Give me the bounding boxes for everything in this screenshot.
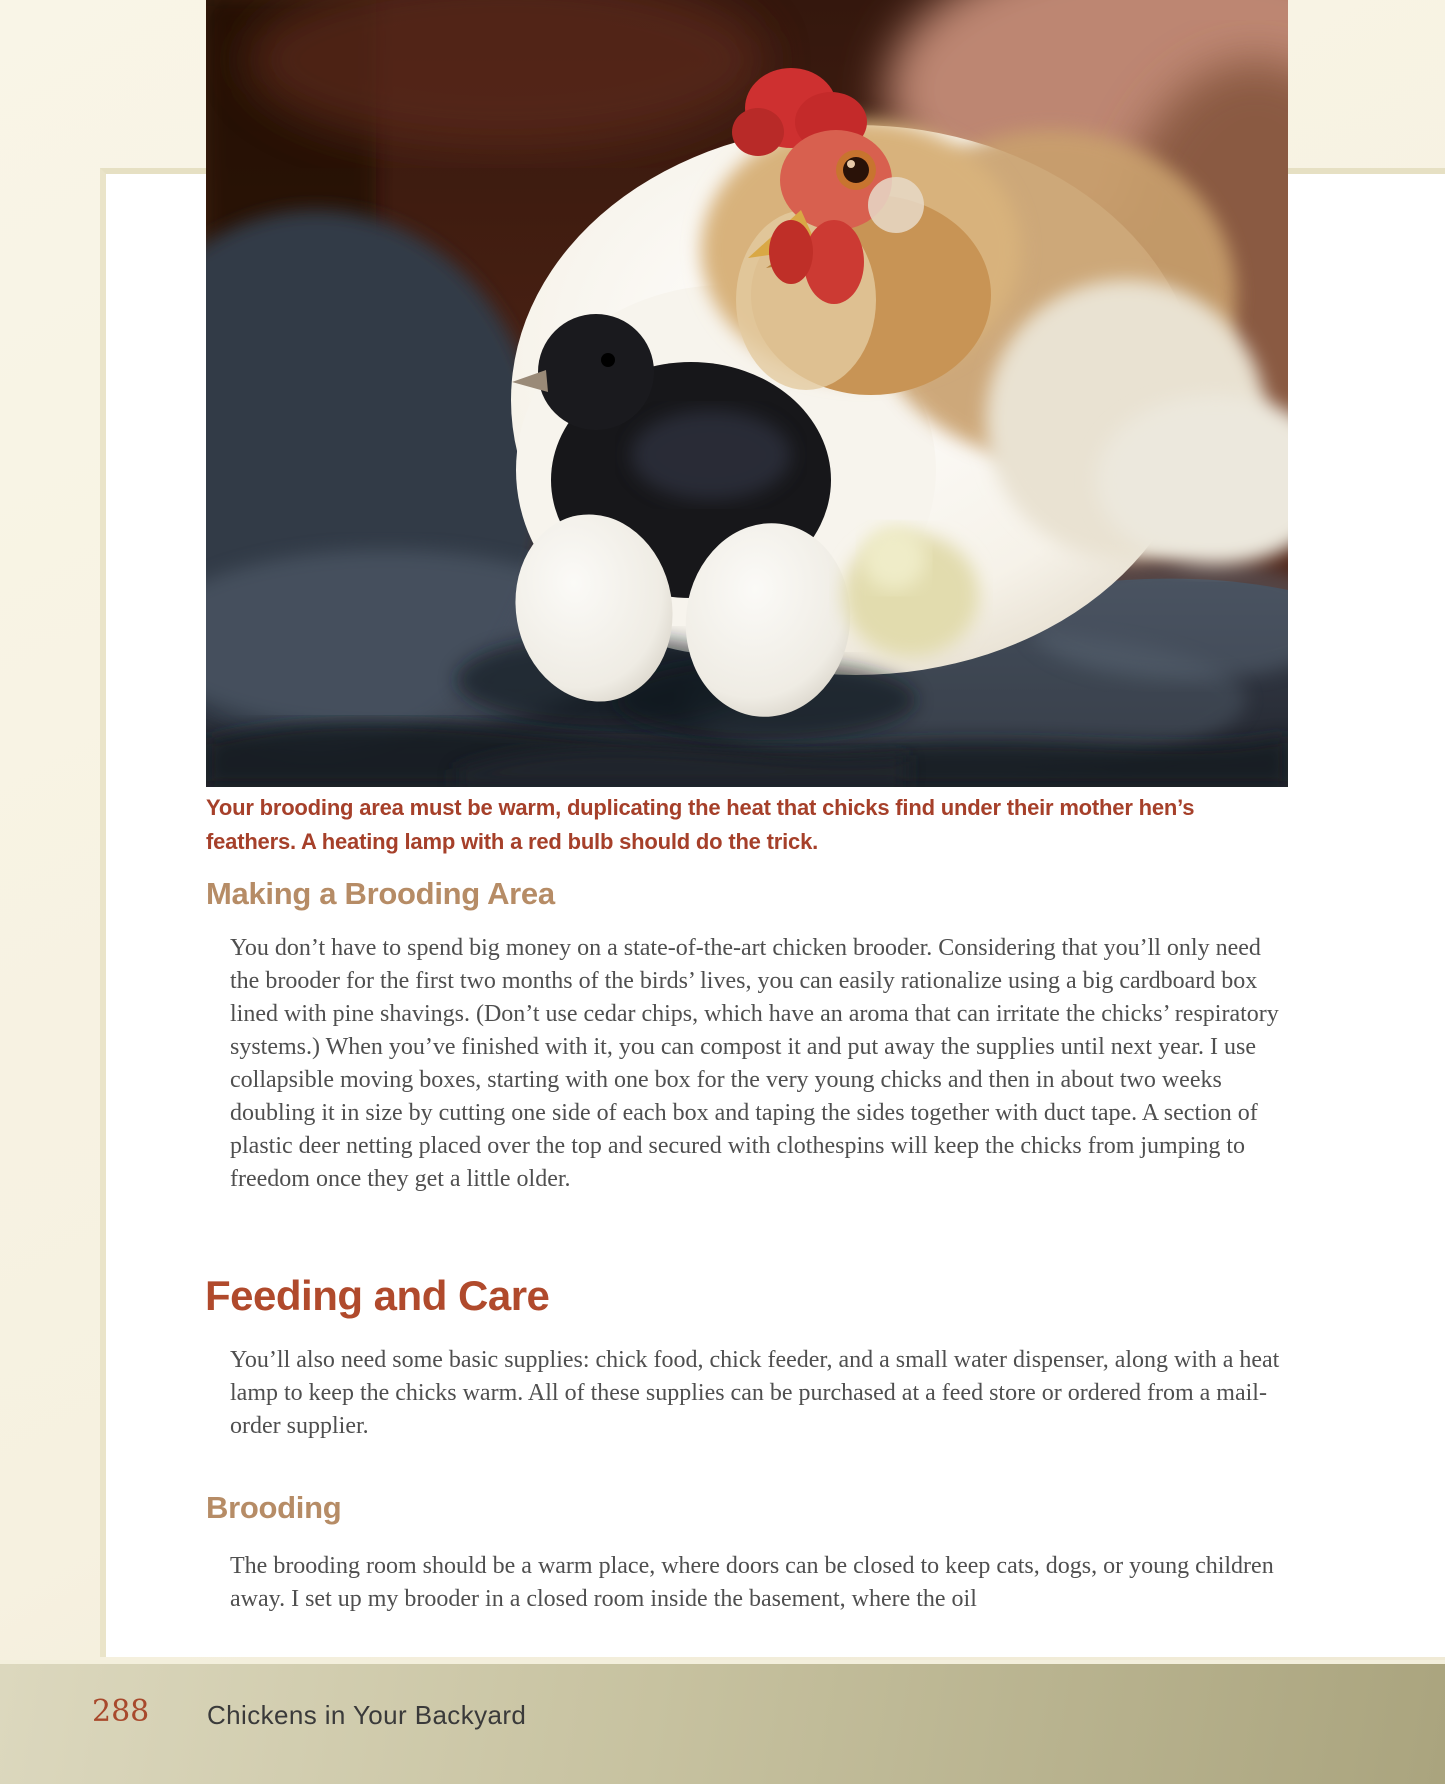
paragraph-brooding-area: You don’t have to spend big money on a state-of-the-art chicken brooder. Considering that you’ll only need the brooder for the first two months of the birds’ lives, you can easily rationalize using a big cardboard box lined with pine shavings. (Don’t use cedar chips, which have an aroma that can irritate the chicks’ respiratory systems.) When you’ve finished with it, you can compost it and put away the supplies until next year. I use collapsible moving boxes, starting with one box for the very young chicks and then in about two weeks doubling it in size by cutting one side of each box and taping the sides together with duct tape. A section of plastic deer netting placed over the top and secured with clothespins will keep the chicks from jumping to freedom once they get a little older. — [230, 935, 1279, 1192]
book-title: Chickens in Your Backyard — [207, 1700, 527, 1730]
paragraph-feeding-supplies: You’ll also need some basic supplies: chick food, chick feeder, and a small water dispenser, along with a heat lamp to keep the chicks warm. All of these supplies can be purchased at a feed store or ordered from a mail-order supplier. — [230, 1347, 1280, 1439]
page-number: 288 — [92, 1694, 150, 1729]
hen-photo — [206, 0, 1288, 787]
section-heading-brooding: Brooding — [206, 1490, 342, 1525]
photo-caption: Your brooding area must be warm, duplicating the heat that chicks find under their mother hen’s feathers. A heating lamp with a red bulb should do the trick. — [206, 795, 1195, 854]
hen-photo-illustration — [206, 0, 1288, 787]
section-heading-feeding-and-care: Feeding and Care — [205, 1272, 550, 1319]
section-heading-making-a-brooding-area: Making a Brooding Area — [206, 876, 555, 911]
paragraph-brooding-room: The brooding room should be a warm place, where doors can be closed to keep cats, dogs, or young children away. I set up my brooder in a closed room inside the basement, where the oil — [230, 1553, 1274, 1612]
